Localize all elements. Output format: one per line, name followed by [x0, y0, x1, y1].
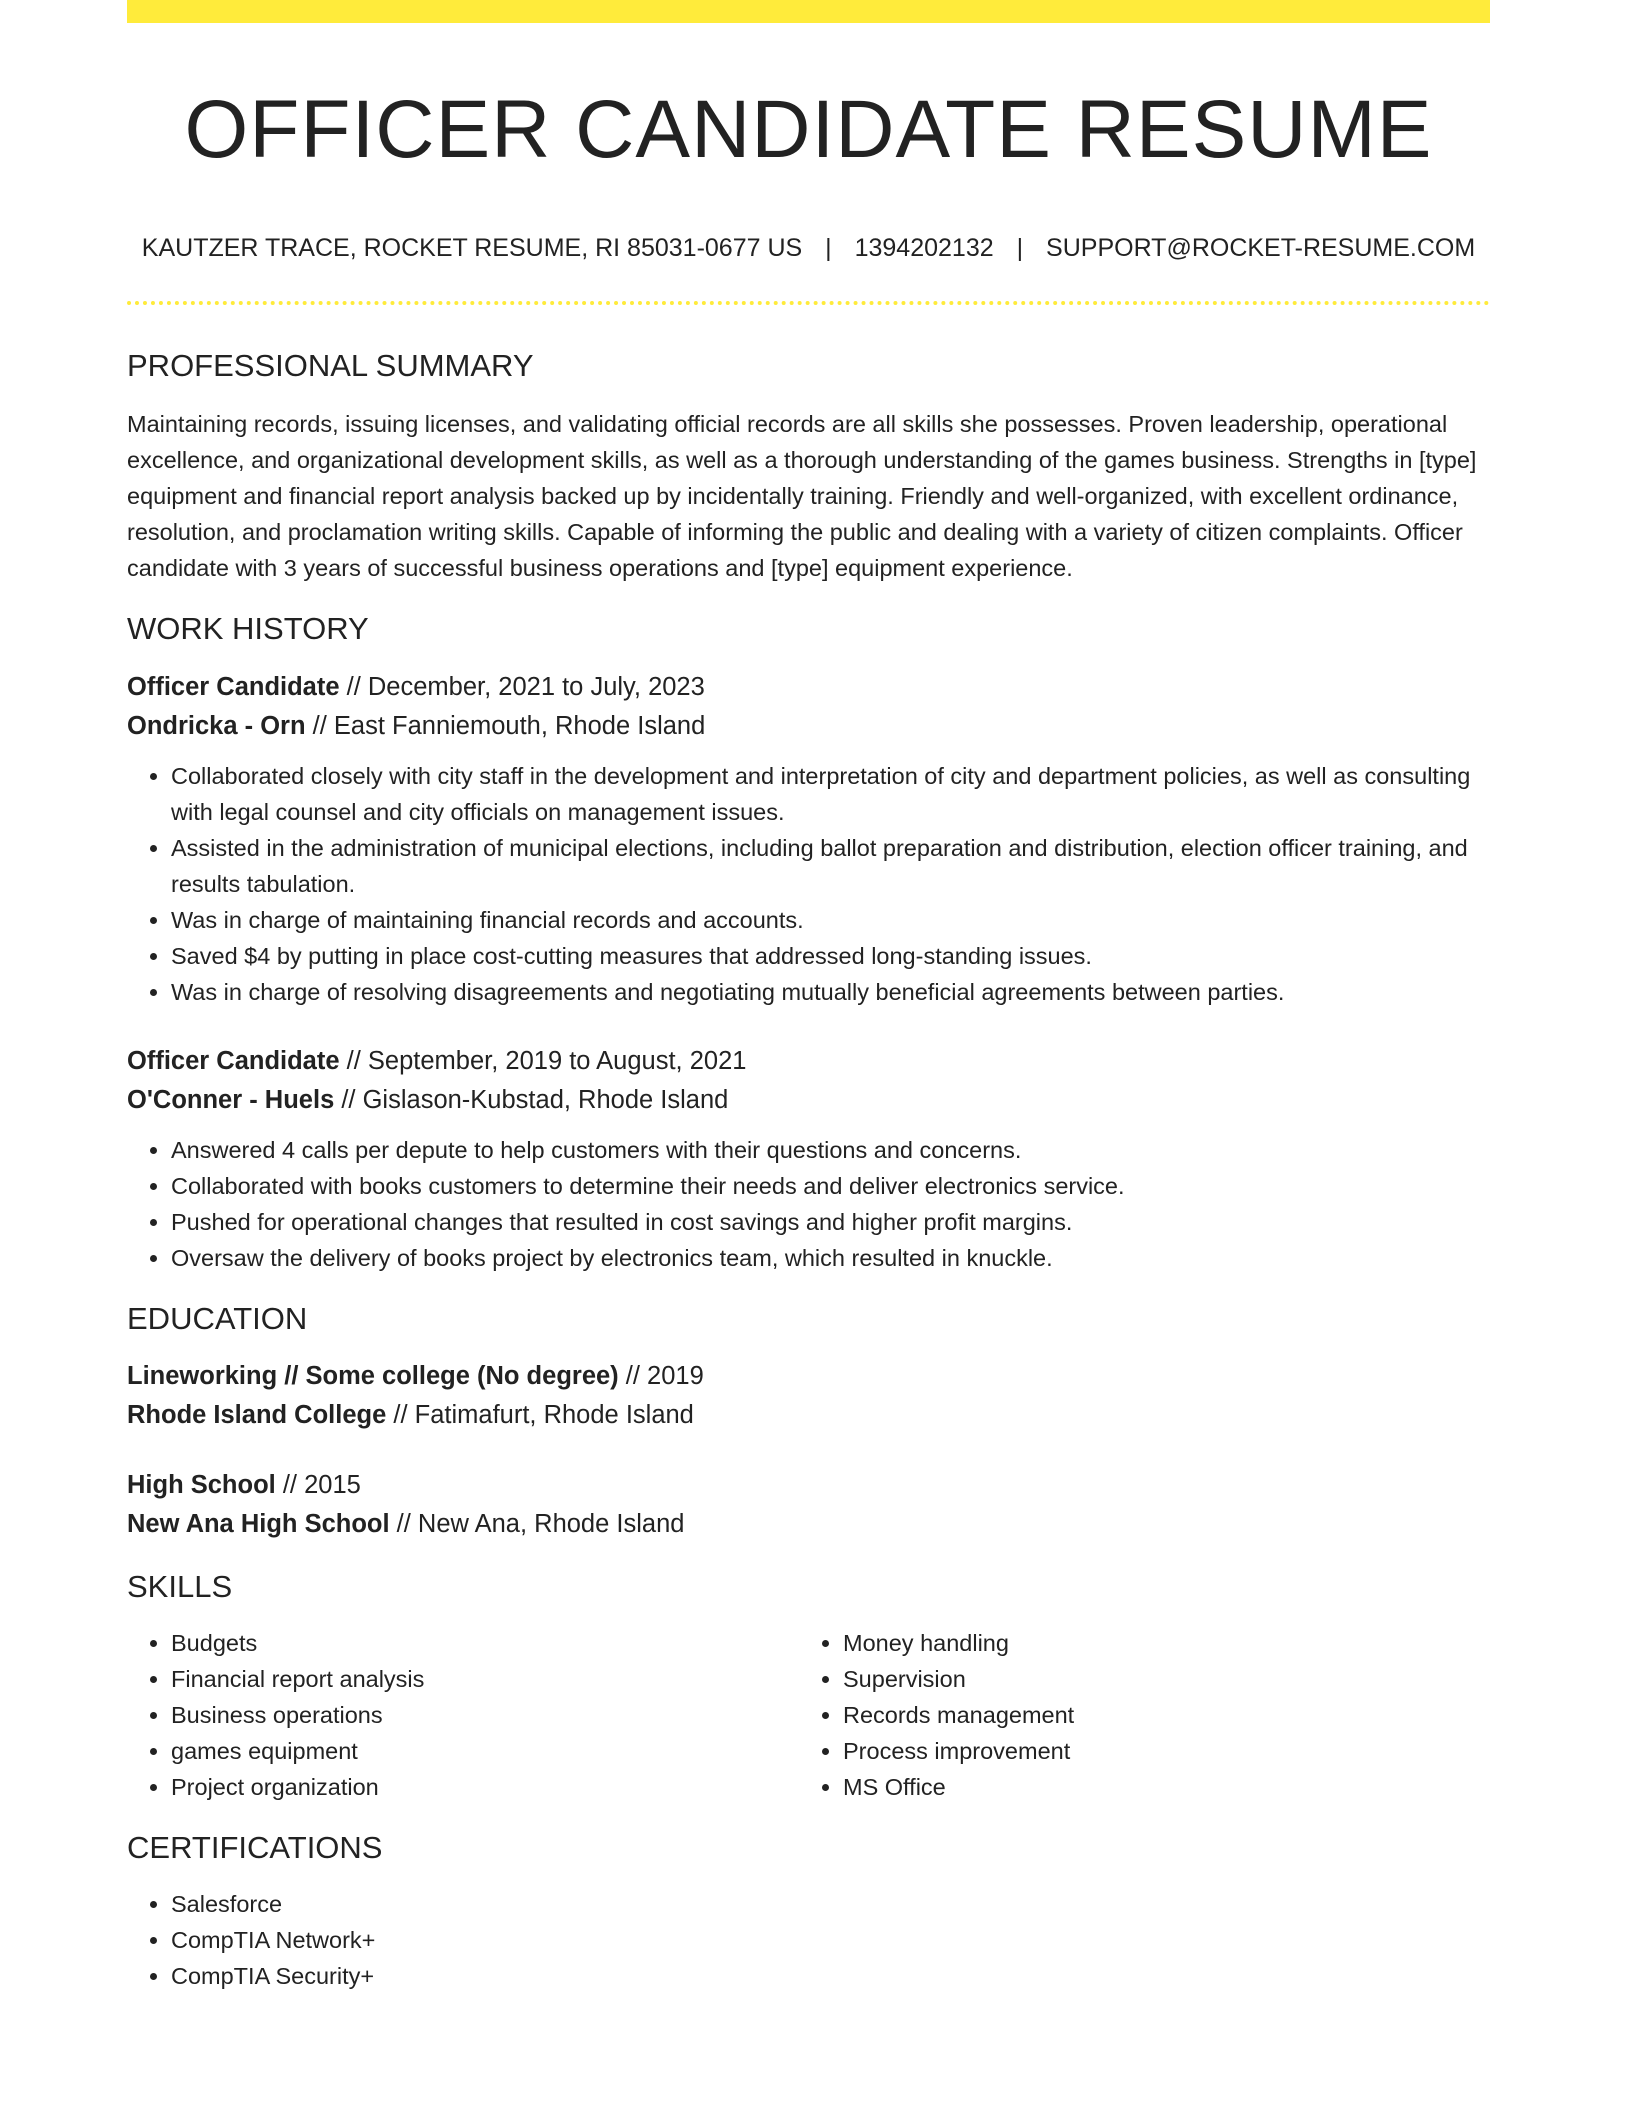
skill-item: • Process improvement: [843, 1733, 1471, 1769]
header-divider: [127, 301, 1490, 305]
education-school: Rhode Island College: [127, 1400, 387, 1429]
section-heading-skills: SKILLS: [127, 1568, 233, 1604]
section-heading-summary: PROFESSIONAL SUMMARY: [127, 348, 534, 384]
education-entry: [127, 1357, 1490, 1435]
skill-item: • Budgets: [171, 1625, 799, 1661]
job-bullet: • Was in charge of resolving disagreements and negotiating mutually beneficial agreements between parties.: [171, 974, 1490, 1010]
contact-email: SUPPORT@ROCKET-RESUME.COM: [1046, 234, 1476, 263]
education-location: // New Ana, Rhode Island: [396, 1509, 685, 1538]
education-location: // Fatimafurt, Rhode Island: [393, 1400, 694, 1429]
skills-list: [799, 1625, 1471, 1805]
job-title: Officer Candidate: [127, 1046, 340, 1075]
skill-item: • Financial report analysis: [171, 1661, 799, 1697]
job-company: Ondricka - Orn: [127, 711, 306, 740]
job-bullet: • Oversaw the delivery of books project by electronics team, which resulted in knuckle.: [171, 1240, 1490, 1276]
education-entry: [127, 1466, 1490, 1544]
education-year: // 2019: [625, 1361, 704, 1390]
job-location: // Gislason-Kubstad, Rhode Island: [341, 1085, 729, 1114]
education-year: // 2015: [282, 1470, 361, 1499]
job-title-line: [127, 668, 1490, 707]
education-school: New Ana High School: [127, 1509, 390, 1538]
job-bullet: • Answered 4 calls per depute to help customers with their questions and concerns.: [171, 1132, 1490, 1168]
job-title-line: [127, 1042, 1490, 1081]
certification-item: • CompTIA Security+: [171, 1958, 1490, 1994]
skills-column-left: [127, 1625, 799, 1805]
section-heading-education: EDUCATION: [127, 1300, 308, 1336]
job-dates: // December, 2021 to July, 2023: [346, 672, 705, 701]
contact-phone: 1394202132: [854, 234, 994, 263]
resume-page: [127, 0, 1490, 1994]
section-heading-certifications: CERTIFICATIONS: [127, 1829, 383, 1865]
job-bullet: • Collaborated closely with city staff in the development and interpretation of city and department policies, as well as consulting with legal counsel and city officials on management issues.: [171, 758, 1490, 830]
contact-separator: |: [1016, 234, 1024, 263]
certification-item: • CompTIA Network+: [171, 1922, 1490, 1958]
skill-item: • MS Office: [843, 1769, 1471, 1805]
job-dates: // September, 2019 to August, 2021: [346, 1046, 747, 1075]
section-heading-work-history: WORK HISTORY: [127, 611, 369, 647]
contact-separator: |: [825, 234, 832, 263]
job-company-line: [127, 707, 1490, 746]
resume-title: OFFICER CANDIDATE RESUME: [184, 84, 1433, 175]
skills-column-right: [799, 1625, 1471, 1805]
job-bullet: • Was in charge of maintaining financial records and accounts.: [171, 902, 1490, 938]
job-company: O'Conner - Huels: [127, 1085, 335, 1114]
job-bullet: • Collaborated with books customers to determine their needs and deliver electronics service.: [171, 1168, 1490, 1204]
skill-item: • Money handling: [843, 1625, 1471, 1661]
job-location: // East Fanniemouth, Rhode Island: [312, 711, 706, 740]
job-entry: [127, 668, 1490, 1010]
job-company-line: [127, 1081, 1490, 1120]
skill-item: • Business operations: [171, 1697, 799, 1733]
job-title: Officer Candidate: [127, 672, 340, 701]
skill-item: • Project organization: [171, 1769, 799, 1805]
skill-item: • Supervision: [843, 1661, 1471, 1697]
skill-item: • Records management: [843, 1697, 1471, 1733]
job-bullets: [127, 1132, 1490, 1276]
education-degree: Lineworking // Some college (No degree): [127, 1361, 619, 1390]
job-bullets: [127, 758, 1490, 1010]
summary-text: Maintaining records, issuing licenses, and validating official records are all skills she possesses. Proven leadership, operational excellence, and organizational development skills, as well as a thorough understanding of the games business. Strengths in [type] equipment and financial report analysis backed up by incidentally training. Friendly and well-organized, with excellent ordinance, resolution, and proclamation writing skills. Capable of informing the public and dealing with a variety of citizen complaints. Officer candidate with 3 years of successful business operations and [type] equipment experience.: [127, 411, 1477, 582]
job-bullet: • Pushed for operational changes that resulted in cost savings and higher profit margins.: [171, 1204, 1490, 1240]
contact-address: KAUTZER TRACE, ROCKET RESUME, RI 85031-0677 US: [141, 234, 803, 263]
job-bullet: • Saved $4 by putting in place cost-cutting measures that addressed long-standing issues.: [171, 938, 1490, 974]
education-degree-line: [127, 1466, 1490, 1505]
job-entry: [127, 1042, 1490, 1276]
education-degree: High School: [127, 1470, 276, 1499]
skill-item: • games equipment: [171, 1733, 799, 1769]
skills-list: [127, 1625, 799, 1805]
top-accent-bar: [127, 0, 1490, 23]
education-school-line: [127, 1396, 1490, 1435]
skills-grid: [127, 1625, 1490, 1805]
certification-item: • Salesforce: [171, 1886, 1490, 1922]
education-degree-line: [127, 1357, 1490, 1396]
job-bullet: • Assisted in the administration of municipal elections, including ballot preparation and distribution, election officer training, and results tabulation.: [171, 830, 1490, 902]
certifications-list: [127, 1886, 1490, 1994]
contact-line: [127, 233, 1490, 263]
education-school-line: [127, 1505, 1490, 1544]
